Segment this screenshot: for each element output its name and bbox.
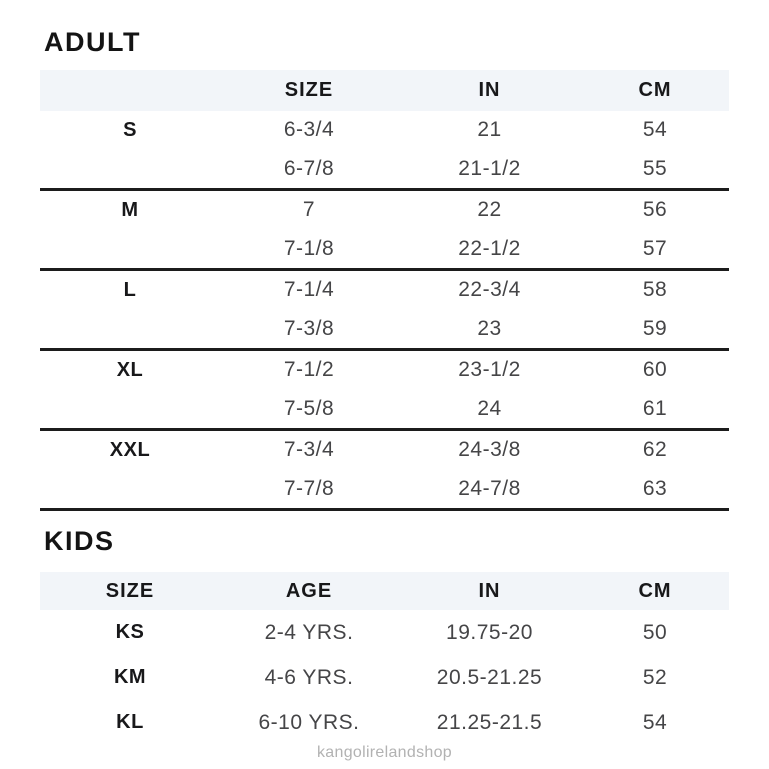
cm-value: 58 [642, 278, 668, 302]
size-label: L [123, 278, 137, 301]
table-row [40, 230, 729, 269]
adult-column-header-cm: CM [638, 79, 672, 101]
inches-value: 23-1/2 [458, 358, 521, 382]
adult-size-group-xl [40, 351, 729, 431]
size-value: 7-1/2 [283, 358, 335, 382]
kids-section-heading: KIDS [44, 526, 115, 556]
inches-value: 24-3/8 [458, 438, 521, 462]
inches-value: 24 [477, 396, 502, 420]
table-row [40, 150, 729, 189]
size-value: 7-3/4 [283, 438, 335, 462]
inches-value: 21.25-21.5 [436, 710, 543, 734]
size-label: KS [115, 621, 145, 643]
size-value: 7-3/8 [283, 316, 335, 340]
adult-table-header-row [40, 70, 729, 111]
size-label: KL [116, 711, 144, 733]
inches-value: 22-1/2 [458, 236, 521, 260]
cm-value: 62 [642, 438, 668, 462]
adult-size-group-l [40, 271, 729, 351]
inches-value: 23 [477, 316, 502, 340]
size-label: S [123, 118, 137, 141]
inches-value: 22 [477, 198, 502, 222]
size-value: 7 [302, 198, 316, 222]
cm-value: 50 [642, 620, 668, 644]
size-label: KM [113, 666, 147, 688]
inches-value: 22-3/4 [458, 278, 521, 302]
size-value: 7-7/8 [283, 476, 335, 500]
table-row [40, 271, 729, 310]
cm-value: 55 [642, 156, 668, 180]
inches-value: 24-7/8 [458, 476, 521, 500]
size-label: XL [116, 358, 144, 381]
cm-value: 56 [642, 198, 668, 222]
kids-table-header-row [40, 572, 729, 610]
table-row [40, 390, 729, 429]
table-row [40, 351, 729, 390]
size-value: 6-7/8 [283, 156, 335, 180]
table-row [40, 191, 729, 230]
size-value: 7-1/4 [283, 278, 335, 302]
size-label: M [121, 198, 139, 221]
kids-size-table [40, 572, 729, 745]
size-value: 6-3/4 [283, 118, 335, 142]
inches-value: 20.5-21.25 [436, 665, 543, 689]
inches-value: 19.75-20 [446, 620, 533, 644]
watermark: kangolirelandshop [317, 744, 452, 761]
kids-column-header-size: SIZE [105, 579, 155, 602]
table-row [40, 111, 729, 150]
size-label: XXL [109, 438, 151, 461]
cm-value: 54 [642, 710, 668, 734]
age-value: 2-4 YRS. [264, 620, 354, 644]
adult-section-heading: ADULT [44, 27, 141, 57]
adult-size-group-s [40, 111, 729, 191]
adult-column-header-in: IN [478, 79, 501, 101]
cm-value: 57 [642, 236, 668, 260]
size-value: 7-5/8 [283, 396, 335, 420]
adult-column-header-size: SIZE [284, 79, 334, 101]
table-row [40, 655, 729, 700]
adult-size-group-xxl [40, 431, 729, 511]
age-value: 6-10 YRS. [258, 710, 360, 734]
adult-size-table [40, 70, 729, 511]
age-value: 4-6 YRS. [264, 665, 354, 689]
adult-size-group-m [40, 191, 729, 271]
kids-column-header-age: AGE [285, 579, 333, 602]
cm-value: 54 [642, 118, 668, 142]
cm-value: 60 [642, 358, 668, 382]
table-row [40, 310, 729, 349]
cm-value: 59 [642, 316, 668, 340]
table-row [40, 610, 729, 655]
kids-column-header-in: IN [478, 579, 501, 602]
cm-value: 63 [642, 476, 668, 500]
inches-value: 21-1/2 [458, 156, 521, 180]
table-row [40, 700, 729, 745]
size-value: 7-1/8 [283, 236, 335, 260]
table-row [40, 470, 729, 509]
kids-column-header-cm: CM [638, 579, 672, 602]
table-row [40, 431, 729, 470]
inches-value: 21 [477, 118, 502, 142]
cm-value: 52 [642, 665, 668, 689]
cm-value: 61 [642, 396, 668, 420]
